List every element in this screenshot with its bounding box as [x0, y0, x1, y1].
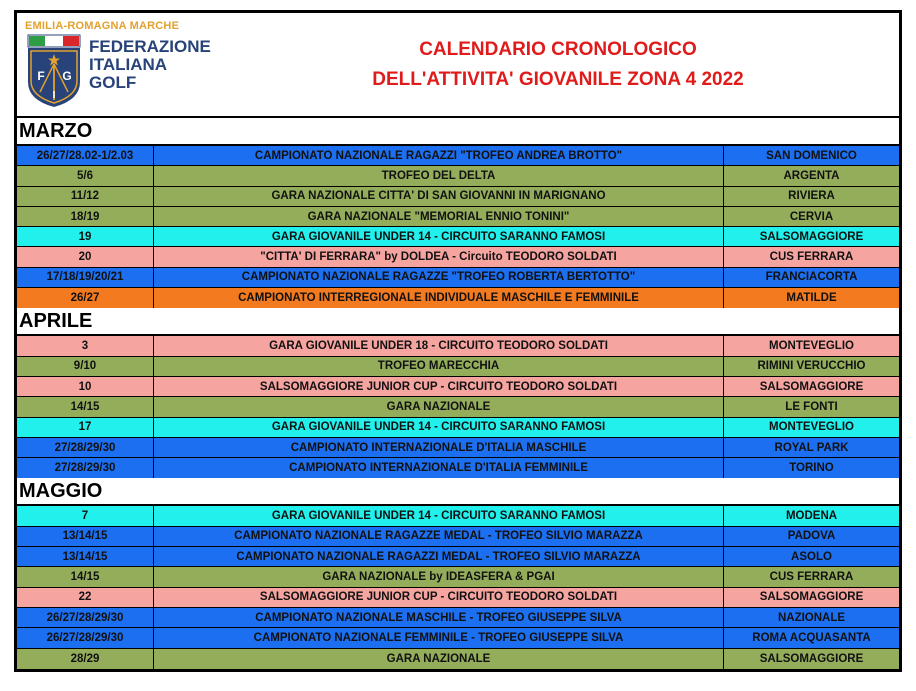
event-date: 26/27: [17, 288, 154, 308]
event-date: 5/6: [17, 166, 154, 185]
event-row: [17, 628, 899, 648]
event-date: 19: [17, 227, 154, 246]
event-venue: FRANCIACORTA: [765, 271, 858, 284]
event-name: GARA NAZIONALE "MEMORIAL ENNIO TONINI": [154, 207, 724, 226]
event-venue: CUS FERRARA: [769, 251, 854, 264]
event-date: 18/19: [17, 207, 154, 226]
event-venue: ASOLO: [791, 550, 832, 563]
event-date: 7: [17, 506, 154, 525]
event-date: 3: [17, 336, 154, 355]
event-name: CAMPIONATO NAZIONALE MASCHILE - TROFEO GIUSEPPE SILVA: [154, 608, 724, 627]
event-name: SALSOMAGGIORE JUNIOR CUP - CIRCUITO TEODORO SOLDATI: [154, 377, 724, 396]
event-name: GARA GIOVANILE UNDER 14 - CIRCUITO SARANNO FAMOSI: [154, 506, 724, 525]
event-date: 27/28/29/30: [17, 458, 154, 478]
event-name: GARA NAZIONALE: [154, 397, 724, 416]
federation-line: ITALIANA: [89, 55, 168, 74]
event-name: TROFEO MARECCHIA: [154, 357, 724, 376]
calendar-header: [17, 13, 899, 118]
title-line-1: CALENDARIO CRONOLOGICO: [419, 39, 697, 60]
region-label: EMILIA-ROMAGNA MARCHE: [25, 20, 180, 32]
event-date: 14/15: [17, 397, 154, 416]
event-venue: MATILDE: [786, 292, 837, 305]
event-row: [17, 397, 899, 417]
month-section: [17, 478, 899, 668]
event-name: GARA NAZIONALE CITTA' DI SAN GIOVANNI IN MARIGNANO: [154, 187, 724, 206]
event-row: [17, 588, 899, 608]
logo-letter-g: G: [62, 69, 72, 83]
event-venue: ARGENTA: [783, 169, 840, 182]
event-name: "CITTA' DI FERRARA" by DOLDEA - Circuito TEODORO SOLDATI: [154, 247, 724, 266]
event-venue: TORINO: [789, 462, 834, 475]
fig-logo: [23, 18, 213, 110]
event-name: CAMPIONATO NAZIONALE RAGAZZI MEDAL - TROFEO SILVIO MARAZZA: [154, 547, 724, 566]
event-name: GARA GIOVANILE UNDER 14 - CIRCUITO SARANNO FAMOSI: [154, 227, 724, 246]
event-date: 10: [17, 377, 154, 396]
event-venue: ROMA ACQUASANTA: [752, 631, 871, 644]
federation-name: [89, 38, 211, 92]
event-row: [17, 288, 899, 308]
event-venue: NAZIONALE: [777, 611, 846, 624]
event-name: GARA GIOVANILE UNDER 14 - CIRCUITO SARANNO FAMOSI: [154, 418, 724, 437]
event-row: [17, 336, 899, 356]
shield-icon: [27, 34, 81, 108]
event-name: CAMPIONATO NAZIONALE RAGAZZE "TROFEO ROBERTA BERTOTTO": [154, 268, 724, 287]
event-name: CAMPIONATO INTERREGIONALE INDIVIDUALE MASCHILE E FEMMINILE: [154, 288, 724, 308]
event-name: SALSOMAGGIORE JUNIOR CUP - CIRCUITO TEODORO SOLDATI: [154, 588, 724, 607]
event-row: [17, 649, 899, 669]
month-section: [17, 308, 899, 478]
event-row: [17, 268, 899, 288]
calendar-body: [17, 118, 899, 669]
event-venue: SALSOMAGGIORE: [759, 652, 864, 665]
event-date: 26/27/28/29/30: [17, 608, 154, 627]
event-venue: RIVIERA: [788, 190, 835, 203]
event-venue: LE FONTI: [785, 400, 838, 413]
event-row: [17, 377, 899, 397]
event-row: [17, 608, 899, 628]
event-date: 9/10: [17, 357, 154, 376]
event-name: CAMPIONATO NAZIONALE FEMMINILE - TROFEO GIUSEPPE SILVA: [154, 628, 724, 647]
event-row: [17, 247, 899, 267]
month-heading: MARZO: [17, 118, 899, 146]
event-date: 27/28/29/30: [17, 438, 154, 457]
event-row: [17, 357, 899, 377]
logo-letter-i: I: [52, 90, 56, 101]
event-row: [17, 547, 899, 567]
event-venue: MONTEVEGLIO: [769, 340, 854, 353]
event-date: 13/14/15: [17, 527, 154, 546]
event-venue: SALSOMAGGIORE: [759, 380, 864, 393]
calendar-title: [267, 35, 849, 95]
event-date: 26/27/28.02-1/2.03: [17, 146, 154, 165]
event-row: [17, 166, 899, 186]
event-venue: MODENA: [785, 510, 838, 523]
event-date: 17: [17, 418, 154, 437]
event-date: 20: [17, 247, 154, 266]
event-row: [17, 146, 899, 166]
event-venue: CERVIA: [789, 210, 834, 223]
event-name: GARA GIOVANILE UNDER 18 - CIRCUITO TEODORO SOLDATI: [154, 336, 724, 355]
event-venue: RIMINI VERUCCHIO: [757, 360, 866, 373]
event-name: CAMPIONATO NAZIONALE RAGAZZE MEDAL - TROFEO SILVIO MARAZZA: [154, 527, 724, 546]
event-venue: ROYAL PARK: [774, 441, 849, 454]
event-date: 26/27/28/29/30: [17, 628, 154, 647]
event-row: [17, 506, 899, 526]
event-date: 28/29: [17, 649, 154, 669]
calendar-sheet: [14, 10, 902, 672]
event-row: [17, 527, 899, 547]
event-name: GARA NAZIONALE by IDEASFERA & PGAI: [154, 567, 724, 586]
event-venue: CUS FERRARA: [769, 570, 854, 583]
federation-line: GOLF: [89, 73, 137, 92]
event-row: [17, 438, 899, 458]
event-row: [17, 187, 899, 207]
event-venue: SALSOMAGGIORE: [759, 591, 864, 604]
event-name: CAMPIONATO INTERNAZIONALE D'ITALIA FEMMINILE: [154, 458, 724, 478]
event-name: TROFEO DEL DELTA: [154, 166, 724, 185]
event-venue: SALSOMAGGIORE: [759, 230, 864, 243]
event-date: 22: [17, 588, 154, 607]
event-name: CAMPIONATO NAZIONALE RAGAZZI "TROFEO ANDREA BROTTO": [154, 146, 724, 165]
month-heading: MAGGIO: [17, 478, 899, 506]
federation-line: FEDERAZIONE: [89, 37, 211, 56]
event-row: [17, 458, 899, 478]
event-row: [17, 207, 899, 227]
event-date: 11/12: [17, 187, 154, 206]
event-date: 17/18/19/20/21: [17, 268, 154, 287]
event-date: 14/15: [17, 567, 154, 586]
event-name: CAMPIONATO INTERNAZIONALE D'ITALIA MASCHILE: [154, 438, 724, 457]
title-line-2: DELL'ATTIVITA' GIOVANILE ZONA 4 2022: [372, 69, 744, 90]
event-venue: MONTEVEGLIO: [769, 421, 854, 434]
event-row: [17, 567, 899, 587]
event-date: 13/14/15: [17, 547, 154, 566]
month-section: [17, 118, 899, 308]
event-row: [17, 418, 899, 438]
event-venue: PADOVA: [787, 530, 836, 543]
event-name: GARA NAZIONALE: [154, 649, 724, 669]
month-heading: APRILE: [17, 308, 899, 336]
logo-letter-f: F: [37, 69, 45, 83]
event-row: [17, 227, 899, 247]
event-venue: SAN DOMENICO: [766, 149, 857, 162]
